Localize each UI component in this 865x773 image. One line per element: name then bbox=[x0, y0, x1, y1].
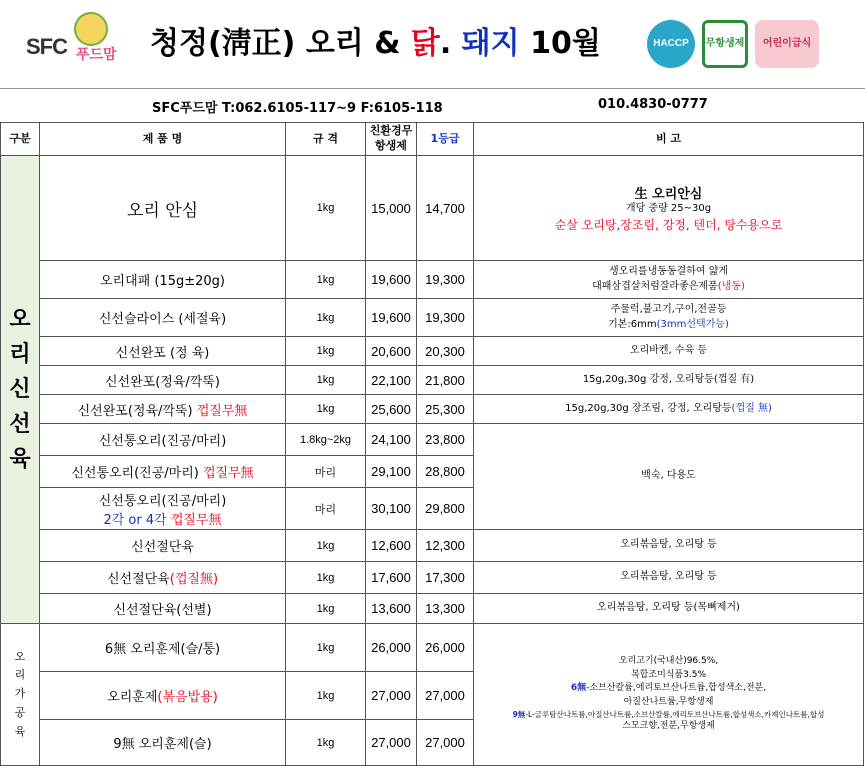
product-spec: 1kg bbox=[286, 337, 366, 366]
price-grade1: 17,300 bbox=[417, 562, 474, 594]
product-note: 15g,20g,30g 장조림, 강정, 오리탕등(껍질 無) bbox=[474, 395, 864, 424]
product-spec: 1.8kg~2kg bbox=[286, 424, 366, 456]
price-eco: 17,600 bbox=[366, 562, 417, 594]
product-name: 6無 오리훈제(슬/통) bbox=[40, 624, 286, 672]
price-grade1: 20,300 bbox=[417, 337, 474, 366]
col-category: 구분 bbox=[1, 123, 40, 156]
table-row bbox=[1, 594, 864, 624]
price-eco: 26,000 bbox=[366, 624, 417, 672]
product-name: 신선완포(정육/깍뚝) bbox=[40, 366, 286, 395]
product-spec: 1kg bbox=[286, 261, 366, 299]
price-eco: 12,600 bbox=[366, 530, 417, 562]
contact-bar bbox=[0, 88, 865, 123]
page-header bbox=[0, 0, 865, 84]
product-name: 오리훈제(볶음밥용) bbox=[40, 672, 286, 720]
price-eco: 27,000 bbox=[366, 672, 417, 720]
price-grade1: 27,000 bbox=[417, 720, 474, 766]
price-grade1: 27,000 bbox=[417, 672, 474, 720]
category-duck-processed: 오 리 가 공 육 bbox=[1, 624, 40, 766]
table-row bbox=[1, 261, 864, 299]
price-eco: 29,100 bbox=[366, 456, 417, 488]
product-spec: 마리 bbox=[286, 488, 366, 530]
product-spec: 1kg bbox=[286, 594, 366, 624]
product-name: 오리 안심 bbox=[40, 156, 286, 261]
price-eco: 27,000 bbox=[366, 720, 417, 766]
product-note: 오리고기(국내산)96.5%, 복합조미식품3.5% 6無-소브산칼륨,에리토브산나트륨,합성색소,전분, 아질산나트륨,무항생제 9無-L-글루탐산나트륨,아질산나트륨,소브산칼륨,에리토브산나트륨,합성색소,카제인나트륨,합성 스모크향,전분,무항생제 bbox=[474, 624, 864, 766]
price-eco: 30,100 bbox=[366, 488, 417, 530]
product-note: 주물럭,불고기,구이,전골등 기본:6mm(3mm선택가능) bbox=[474, 299, 864, 337]
product-note: 15g,20g,30g 강정, 오리탕등(껍질 有) bbox=[474, 366, 864, 395]
col-spec: 규 격 bbox=[286, 123, 366, 156]
product-name: 신선통오리(진공/마리) 껍질무無 bbox=[40, 456, 286, 488]
product-spec: 1kg bbox=[286, 562, 366, 594]
col-eco: 친환경무 항생제 bbox=[366, 123, 417, 156]
category-duck-fresh: 오 리 신 선 육 bbox=[1, 156, 40, 624]
price-grade1: 21,800 bbox=[417, 366, 474, 395]
product-name: 신선완포 (정 육) bbox=[40, 337, 286, 366]
product-name: 신선절단육(선별) bbox=[40, 594, 286, 624]
product-name: 신선완포(정육/깍뚝) 껍질무無 bbox=[40, 395, 286, 424]
price-eco: 19,600 bbox=[366, 261, 417, 299]
price-eco: 24,100 bbox=[366, 424, 417, 456]
col-grade1: 1등급 bbox=[417, 123, 474, 156]
table-row bbox=[1, 366, 864, 395]
price-table bbox=[0, 122, 864, 766]
product-spec: 1kg bbox=[286, 720, 366, 766]
product-spec: 1kg bbox=[286, 395, 366, 424]
sfc-foodmom-logo bbox=[18, 8, 128, 68]
chef-mascot-icon bbox=[74, 12, 108, 46]
product-spec: 1kg bbox=[286, 672, 366, 720]
product-spec: 1kg bbox=[286, 624, 366, 672]
product-name: 오리대패 (15g±20g) bbox=[40, 261, 286, 299]
product-note: 生 오리안심 개당 중량 25~30g 순살 오리탕,장조림, 강정, 텐더, 탕수용으로 bbox=[474, 156, 864, 261]
price-grade1: 28,800 bbox=[417, 456, 474, 488]
price-grade1: 19,300 bbox=[417, 299, 474, 337]
table-row bbox=[1, 299, 864, 337]
haccp-badge-icon: HACCP bbox=[647, 20, 695, 68]
price-eco: 13,600 bbox=[366, 594, 417, 624]
price-eco: 25,600 bbox=[366, 395, 417, 424]
product-spec: 1kg bbox=[286, 366, 366, 395]
price-grade1: 19,300 bbox=[417, 261, 474, 299]
col-note: 비 고 bbox=[474, 123, 864, 156]
table-row bbox=[1, 530, 864, 562]
product-note: 백숙, 다용도 bbox=[474, 424, 864, 530]
price-eco: 20,600 bbox=[366, 337, 417, 366]
table-row bbox=[1, 624, 864, 672]
table-header-row bbox=[1, 123, 864, 156]
price-eco: 15,000 bbox=[366, 156, 417, 261]
product-name: 신선슬라이스 (세절육) bbox=[40, 299, 286, 337]
product-spec: 마리 bbox=[286, 456, 366, 488]
product-spec: 1kg bbox=[286, 156, 366, 261]
price-grade1: 13,300 bbox=[417, 594, 474, 624]
logo-foodmom-text: 푸드맘 bbox=[76, 47, 117, 63]
logo-sfc-text: SFC bbox=[26, 34, 67, 59]
col-product: 제 품 명 bbox=[40, 123, 286, 156]
price-eco: 22,100 bbox=[366, 366, 417, 395]
product-note: 오리볶음탕, 오리탕 등(목뼈제거) bbox=[474, 594, 864, 624]
product-name: 신선절단육(껍질無) bbox=[40, 562, 286, 594]
contact-mobile: 010.4830-0777 bbox=[598, 97, 708, 112]
table-row bbox=[1, 562, 864, 594]
product-note: 생오리를냉동동결하여 얇게 대패삼겹살처럼잘라좋은제품(냉동) bbox=[474, 261, 864, 299]
price-eco: 19,600 bbox=[366, 299, 417, 337]
product-spec: 1kg bbox=[286, 530, 366, 562]
product-note: 오리볶음탕, 오리탕 등 bbox=[474, 562, 864, 594]
page-title: 청정(淸正) 오리 & 닭. 돼지 10월 bbox=[150, 26, 601, 61]
product-name: 신선통오리(진공/마리) 2각 or 4각 껍질무無 bbox=[40, 488, 286, 530]
table-row bbox=[1, 156, 864, 261]
price-grade1: 29,800 bbox=[417, 488, 474, 530]
product-name: 9無 오리훈제(슬) bbox=[40, 720, 286, 766]
antibiotic-free-badge-icon: 무항생제 bbox=[702, 20, 748, 68]
product-spec: 1kg bbox=[286, 299, 366, 337]
price-grade1: 25,300 bbox=[417, 395, 474, 424]
table-row bbox=[1, 395, 864, 424]
price-grade1: 12,300 bbox=[417, 530, 474, 562]
price-grade1: 23,800 bbox=[417, 424, 474, 456]
kids-meal-badge-icon: 어린이급식 bbox=[755, 20, 819, 68]
product-name: 신선통오리(진공/마리) bbox=[40, 424, 286, 456]
price-grade1: 26,000 bbox=[417, 624, 474, 672]
table-row bbox=[1, 337, 864, 366]
price-grade1: 14,700 bbox=[417, 156, 474, 261]
table-row bbox=[1, 424, 864, 456]
product-note: 오리바켄, 수육 등 bbox=[474, 337, 864, 366]
product-note: 오리볶음탕, 오리탕 등 bbox=[474, 530, 864, 562]
product-name: 신선절단육 bbox=[40, 530, 286, 562]
contact-phone-fax: SFC푸드맘 T:062.6105-117~9 F:6105-118 bbox=[152, 101, 443, 116]
